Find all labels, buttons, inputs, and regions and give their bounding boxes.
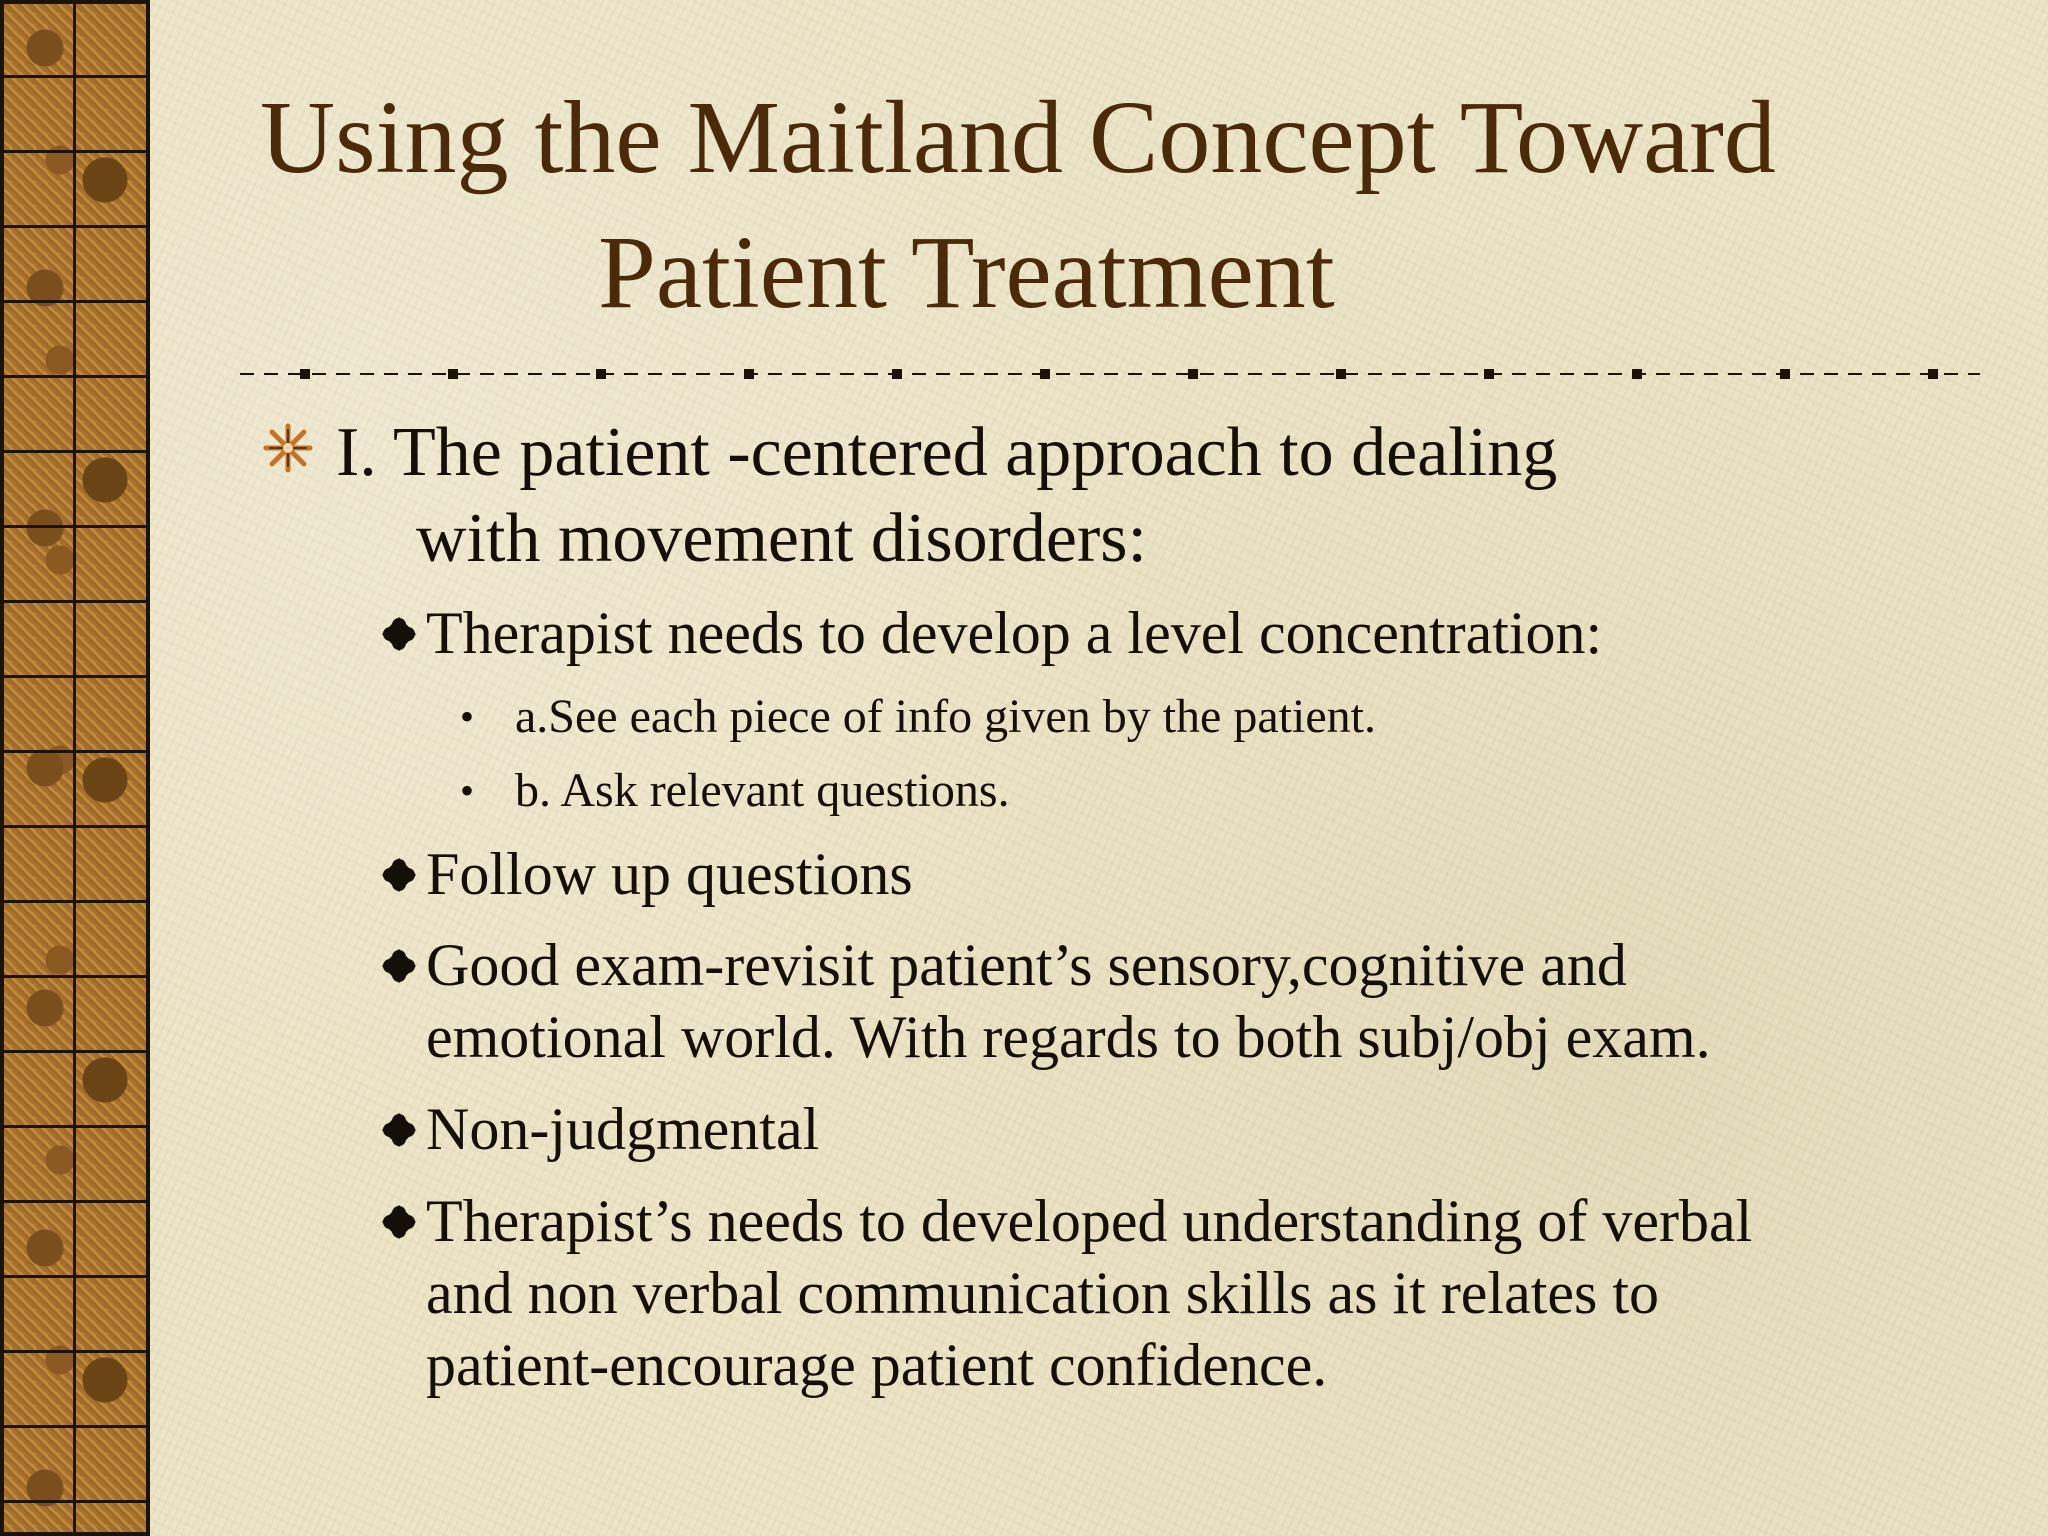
diamond-bullet-icon	[380, 615, 418, 653]
bullet-text	[426, 929, 1711, 1073]
dot-bullet-icon: •	[460, 694, 475, 739]
bullet-line: Therapist needs to develop a level concentration:	[426, 600, 1603, 666]
bullet-text	[426, 597, 1602, 669]
slide-title-line-1: Using the Maitland Concept Toward	[260, 80, 1776, 195]
main-point-line-1: I. The patient -centered approach to dealing	[336, 414, 1558, 491]
main-point-line-2: with movement disorders:	[416, 500, 1148, 577]
bullet-text	[426, 1185, 1752, 1401]
bullet-line: Follow up questions	[426, 841, 913, 907]
bullet-line: and non verbal communication skills as it relates to	[426, 1260, 1660, 1326]
diamond-bullet-icon	[380, 1111, 418, 1149]
bullet-text	[426, 1093, 819, 1165]
bullet-line: emotional world. With regards to both subj/obj exam.	[426, 1004, 1711, 1070]
bullet-line: Good exam-revisit patient’s sensory,cognitive and	[426, 932, 1627, 998]
dot-bullet-icon: •	[460, 768, 475, 813]
bullet-text	[426, 838, 913, 910]
bullet-line: Non-judgmental	[426, 1096, 820, 1162]
star-burst-bullet-icon	[262, 422, 314, 474]
slide-title-line-2: Patient Treatment	[598, 215, 1335, 330]
title-divider	[240, 367, 1980, 381]
bullet-line: Therapist’s needs to developed understanding of verbal	[426, 1188, 1753, 1254]
sub-bullet-text: a.See each piece of info given by the patient.	[515, 690, 1376, 743]
bullet-line: patient-encourage patient confidence.	[426, 1332, 1328, 1398]
decorative-left-border	[0, 0, 150, 1536]
sub-bullet-text: b. Ask relevant questions.	[515, 764, 1010, 817]
diamond-bullet-icon	[380, 856, 418, 894]
diamond-bullet-icon	[380, 1203, 418, 1241]
main-point-text	[336, 410, 1557, 582]
diamond-bullet-icon	[380, 947, 418, 985]
